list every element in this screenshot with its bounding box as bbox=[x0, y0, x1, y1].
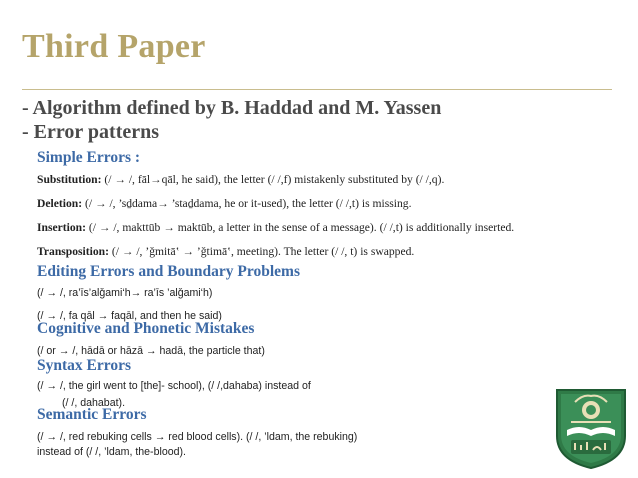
syntax-errors-label: Syntax Errors bbox=[37, 357, 132, 374]
simple-errors-label: Simple Errors : bbox=[37, 149, 141, 166]
page-title: Third Paper bbox=[22, 28, 206, 65]
deletion-text: (/ → /, ’sḏdama→ ’staḏdama, he or it-used), the letter (/ /,t) is missing. bbox=[84, 197, 412, 210]
editing-example-2: (/ → /, fa qāl → faqāl, and then he said) bbox=[37, 310, 222, 322]
syntax-example-2: (/ /, dahabat). bbox=[62, 397, 126, 409]
semantic-example-1: (/ → /, red rebuking cells → red blood cells). (/ /, ’ldam, the rebuking) bbox=[37, 431, 358, 443]
transposition-term: Transposition: bbox=[37, 245, 109, 258]
semantic-example-2: instead of (/ /, ’ldam, the-blood). bbox=[37, 446, 186, 458]
heading-error-patterns: - Error patterns bbox=[22, 121, 160, 143]
editing-example-1: (/ → /, ra’īs’alǧami‘h→ ra’īs ’alǧami‘h) bbox=[37, 287, 213, 299]
syntax-example-1: (/ → /, the girl went to [the]- school), (/ /,dahaba) instead of bbox=[37, 380, 311, 392]
insertion-term: Insertion: bbox=[37, 221, 86, 234]
title-divider bbox=[22, 89, 612, 90]
deletion-line bbox=[37, 197, 411, 210]
editing-errors-label: Editing Errors and Boundary Problems bbox=[37, 263, 300, 280]
cognitive-example-1: (/ or → /, hādā or hāzā → hadā, the particle that) bbox=[37, 345, 265, 357]
transposition-text: (/ → /, ’ǧmitā‛ → ’ǧtimā‛, meeting). The letter (/ /, t) is swapped. bbox=[111, 245, 415, 258]
substitution-term: Substitution: bbox=[37, 173, 102, 186]
cognitive-errors-label: Cognitive and Phonetic Mistakes bbox=[37, 320, 255, 337]
deletion-term: Deletion: bbox=[37, 197, 83, 210]
heading-algorithm: - Algorithm defined by B. Haddad and M. Yassen bbox=[22, 97, 442, 119]
substitution-text: (/ → /, fāl→qāl, he said), the letter (/ /,f) mistakenly substituted by (/ /,q). bbox=[104, 173, 445, 186]
transposition-line bbox=[37, 245, 414, 258]
university-crest-icon bbox=[553, 386, 629, 470]
semantic-errors-label: Semantic Errors bbox=[37, 406, 147, 423]
substitution-line bbox=[37, 173, 444, 186]
insertion-text: (/ → /, makttūb → maktūb, a letter in the sense of a message). (/ /,t) is additionally inserted. bbox=[88, 221, 515, 234]
insertion-line bbox=[37, 221, 514, 234]
